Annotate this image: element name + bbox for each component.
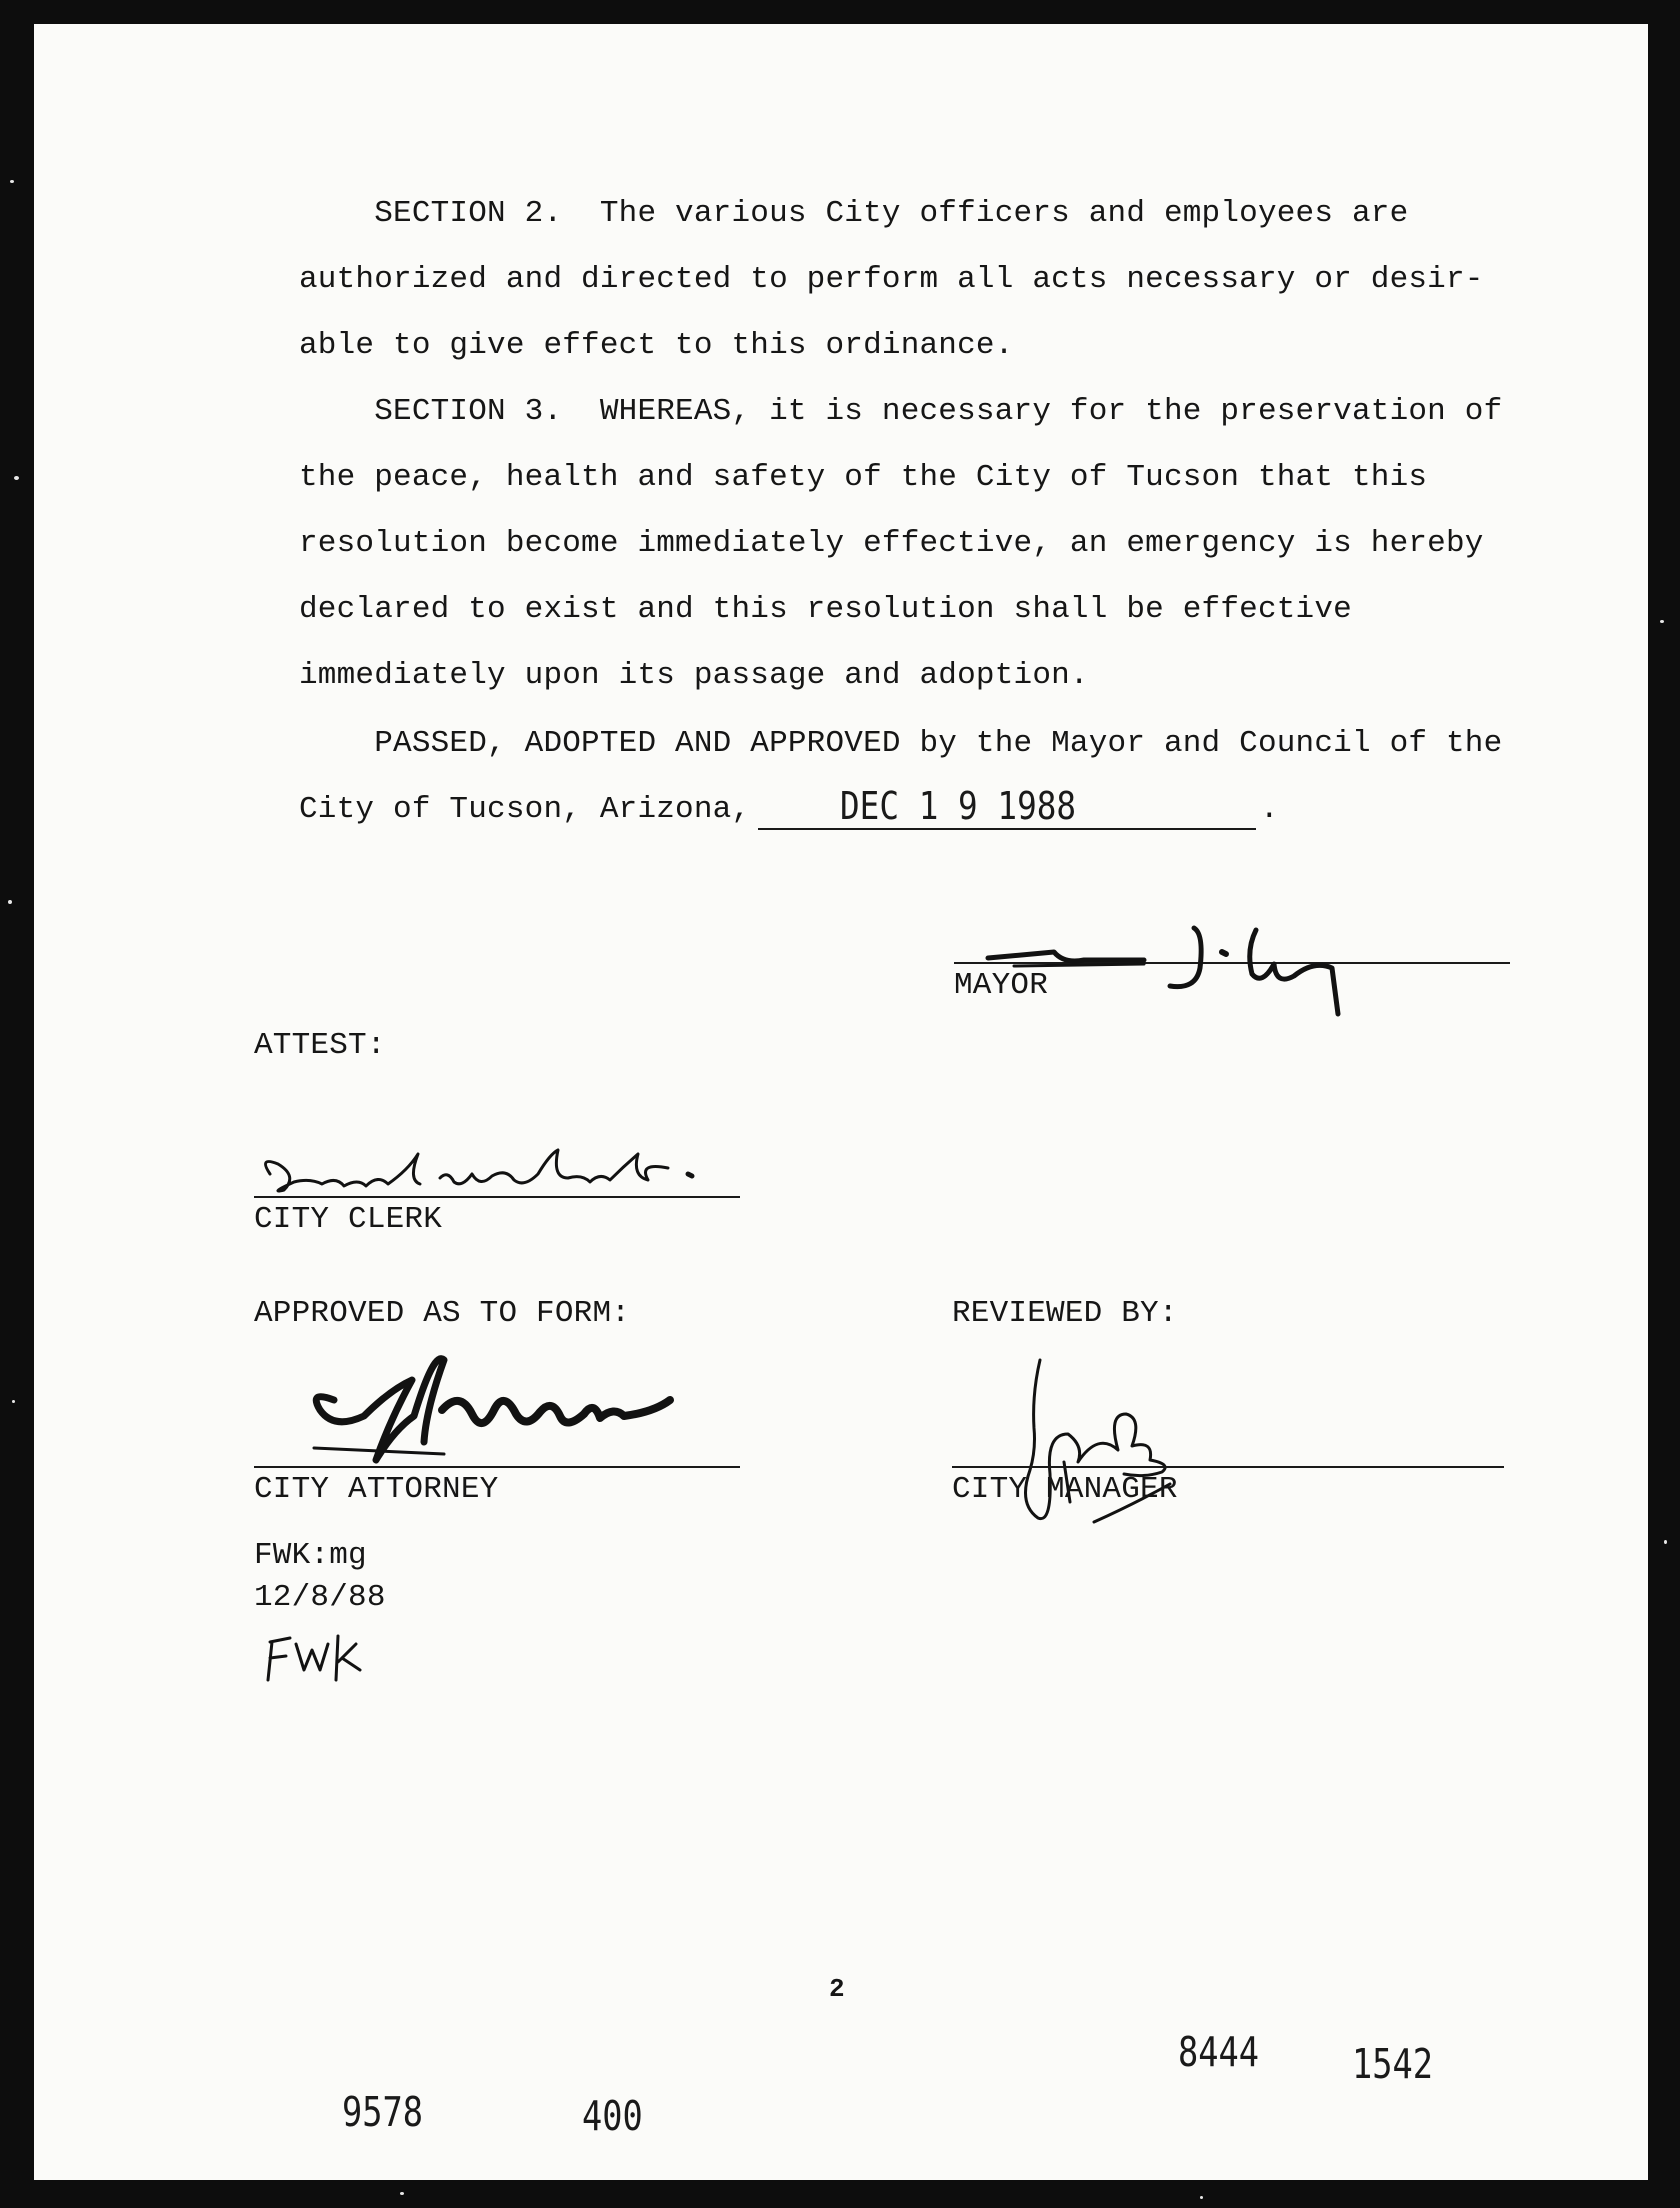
document-page (34, 24, 1648, 2180)
city-manager-label: CITY MANAGER (952, 1472, 1178, 1507)
scan-speck (12, 1400, 15, 1403)
typed-date: 12/8/88 (254, 1580, 386, 1615)
mayor-label: MAYOR (954, 968, 1049, 1003)
stamp-number-1542: 1542 (1352, 2040, 1433, 2088)
city-manager-signature (974, 1354, 1294, 1554)
section-2-line-3: able to give effect to this ordinance. (299, 328, 1014, 363)
attest-label: ATTEST: (254, 1028, 386, 1063)
city-manager-signature-line (952, 1466, 1504, 1468)
stamp-number-9578: 9578 (342, 2088, 423, 2136)
section-2-line-1: SECTION 2. The various City officers and employees are (299, 196, 1409, 231)
page-number: 2 (829, 1974, 845, 2004)
stamp-number-8444: 8444 (1178, 2028, 1259, 2076)
city-clerk-label: CITY CLERK (254, 1202, 443, 1237)
scan-speck (1660, 620, 1664, 623)
passed-line-2: City of Tucson, Arizona, (299, 792, 751, 827)
section-3-line-1: SECTION 3. WHEREAS, it is necessary for the preservation of (299, 394, 1503, 429)
stamp-number-400: 400 (582, 2092, 643, 2140)
city-attorney-signature-line (254, 1466, 740, 1468)
scan-speck (1664, 1540, 1667, 1544)
date-underline (758, 828, 1256, 830)
scan-speck (10, 180, 14, 183)
section-3-line-3: resolution become immediately effective, an emergency is hereby (299, 526, 1484, 561)
date-period: . (1260, 792, 1279, 827)
section-3-line-4: declared to exist and this resolution shall be effective (299, 592, 1352, 627)
handwritten-initials (260, 1628, 380, 1688)
section-3-line-5: immediately upon its passage and adoption. (299, 658, 1089, 693)
reviewed-by-label: REVIEWED BY: (952, 1296, 1178, 1331)
approved-as-to-form-label: APPROVED AS TO FORM: (254, 1296, 631, 1331)
city-attorney-label: CITY ATTORNEY (254, 1472, 499, 1507)
scan-speck (8, 900, 12, 904)
section-3-line-2: the peace, health and safety of the City of Tucson that this (299, 460, 1428, 495)
scan-speck (14, 476, 19, 480)
city-clerk-signature-line (254, 1196, 740, 1198)
date-stamp: DEC 1 9 1988 (840, 784, 1077, 828)
scan-speck (400, 2192, 404, 2195)
scan-speck (1200, 2196, 1203, 2199)
section-2-line-2: authorized and directed to perform all acts necessary or desir- (299, 262, 1484, 297)
typist-initials: FWK:mg (254, 1538, 367, 1573)
passed-line-1: PASSED, ADOPTED AND APPROVED by the Mayor and Council of the (299, 726, 1503, 761)
